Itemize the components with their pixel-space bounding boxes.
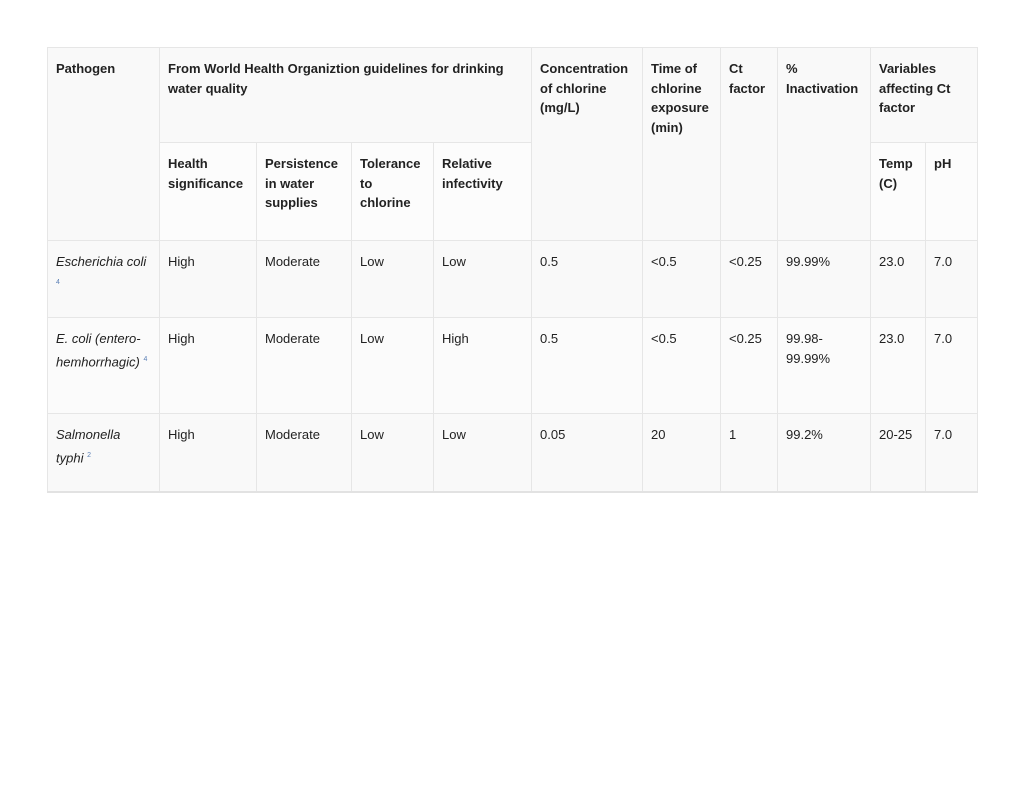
header-tolerance: Tolerance to chlorine <box>352 143 434 241</box>
header-variables: Variables affecting Ct factor <box>871 48 978 143</box>
header-time: Time of chlorine exposure (min) <box>643 48 721 241</box>
cell-pathogen <box>48 414 160 493</box>
cell-concentration: 0.05 <box>532 414 643 493</box>
reference-link[interactable]: 4 <box>143 355 148 363</box>
cell-tolerance: Low <box>352 241 434 318</box>
table-row <box>48 241 978 318</box>
cell-ct: <0.25 <box>721 241 778 318</box>
cell-time: <0.5 <box>643 318 721 414</box>
header-pathogen: Pathogen <box>48 48 160 241</box>
header-temp: Temp (C) <box>871 143 926 241</box>
cell-health: High <box>160 318 257 414</box>
header-health: Health significance <box>160 143 257 241</box>
cell-infectivity: High <box>434 318 532 414</box>
pathogen-name: E. coli (entero-hemhorrhagic) <box>56 331 141 369</box>
reference-link[interactable]: 2 <box>87 451 91 459</box>
header-persistence: Persistence in water supplies <box>257 143 352 241</box>
cell-persistence: Moderate <box>257 241 352 318</box>
cell-inactivation: 99.99% <box>778 241 871 318</box>
cell-inactivation: 99.2% <box>778 414 871 493</box>
cell-inactivation: 99.98-99.99% <box>778 318 871 414</box>
cell-time: 20 <box>643 414 721 493</box>
cell-ph: 7.0 <box>926 318 978 414</box>
header-concentration: Concentration of chlorine (mg/L) <box>532 48 643 241</box>
cell-persistence: Moderate <box>257 318 352 414</box>
cell-time: <0.5 <box>643 241 721 318</box>
cell-tolerance: Low <box>352 414 434 493</box>
header-ph: pH <box>926 143 978 241</box>
cell-ph: 7.0 <box>926 414 978 493</box>
header-inactivation: % Inactivation <box>778 48 871 241</box>
reference-link[interactable]: 4 <box>56 278 60 286</box>
cell-infectivity: Low <box>434 414 532 493</box>
table-row <box>48 414 978 493</box>
cell-pathogen <box>48 241 160 318</box>
cell-concentration: 0.5 <box>532 241 643 318</box>
header-who-guidelines: From World Health Organiztion guidelines for drinking water quality <box>160 48 532 143</box>
cell-ph: 7.0 <box>926 241 978 318</box>
cell-persistence: Moderate <box>257 414 352 493</box>
pathogen-name: Salmonella typhi <box>56 427 121 465</box>
cell-ct: 1 <box>721 414 778 493</box>
cell-health: High <box>160 241 257 318</box>
cell-health: High <box>160 414 257 493</box>
cell-ct: <0.25 <box>721 318 778 414</box>
cell-concentration: 0.5 <box>532 318 643 414</box>
header-ct-factor: Ct factor <box>721 48 778 241</box>
header-infectivity: Relative infectivity <box>434 143 532 241</box>
pathogen-chlorine-table <box>47 47 978 493</box>
cell-temp: 20-25 <box>871 414 926 493</box>
cell-tolerance: Low <box>352 318 434 414</box>
cell-pathogen <box>48 318 160 414</box>
cell-temp: 23.0 <box>871 241 926 318</box>
pathogen-name: Escherichia coli <box>56 254 147 269</box>
cell-temp: 23.0 <box>871 318 926 414</box>
table-row <box>48 318 978 414</box>
cell-infectivity: Low <box>434 241 532 318</box>
